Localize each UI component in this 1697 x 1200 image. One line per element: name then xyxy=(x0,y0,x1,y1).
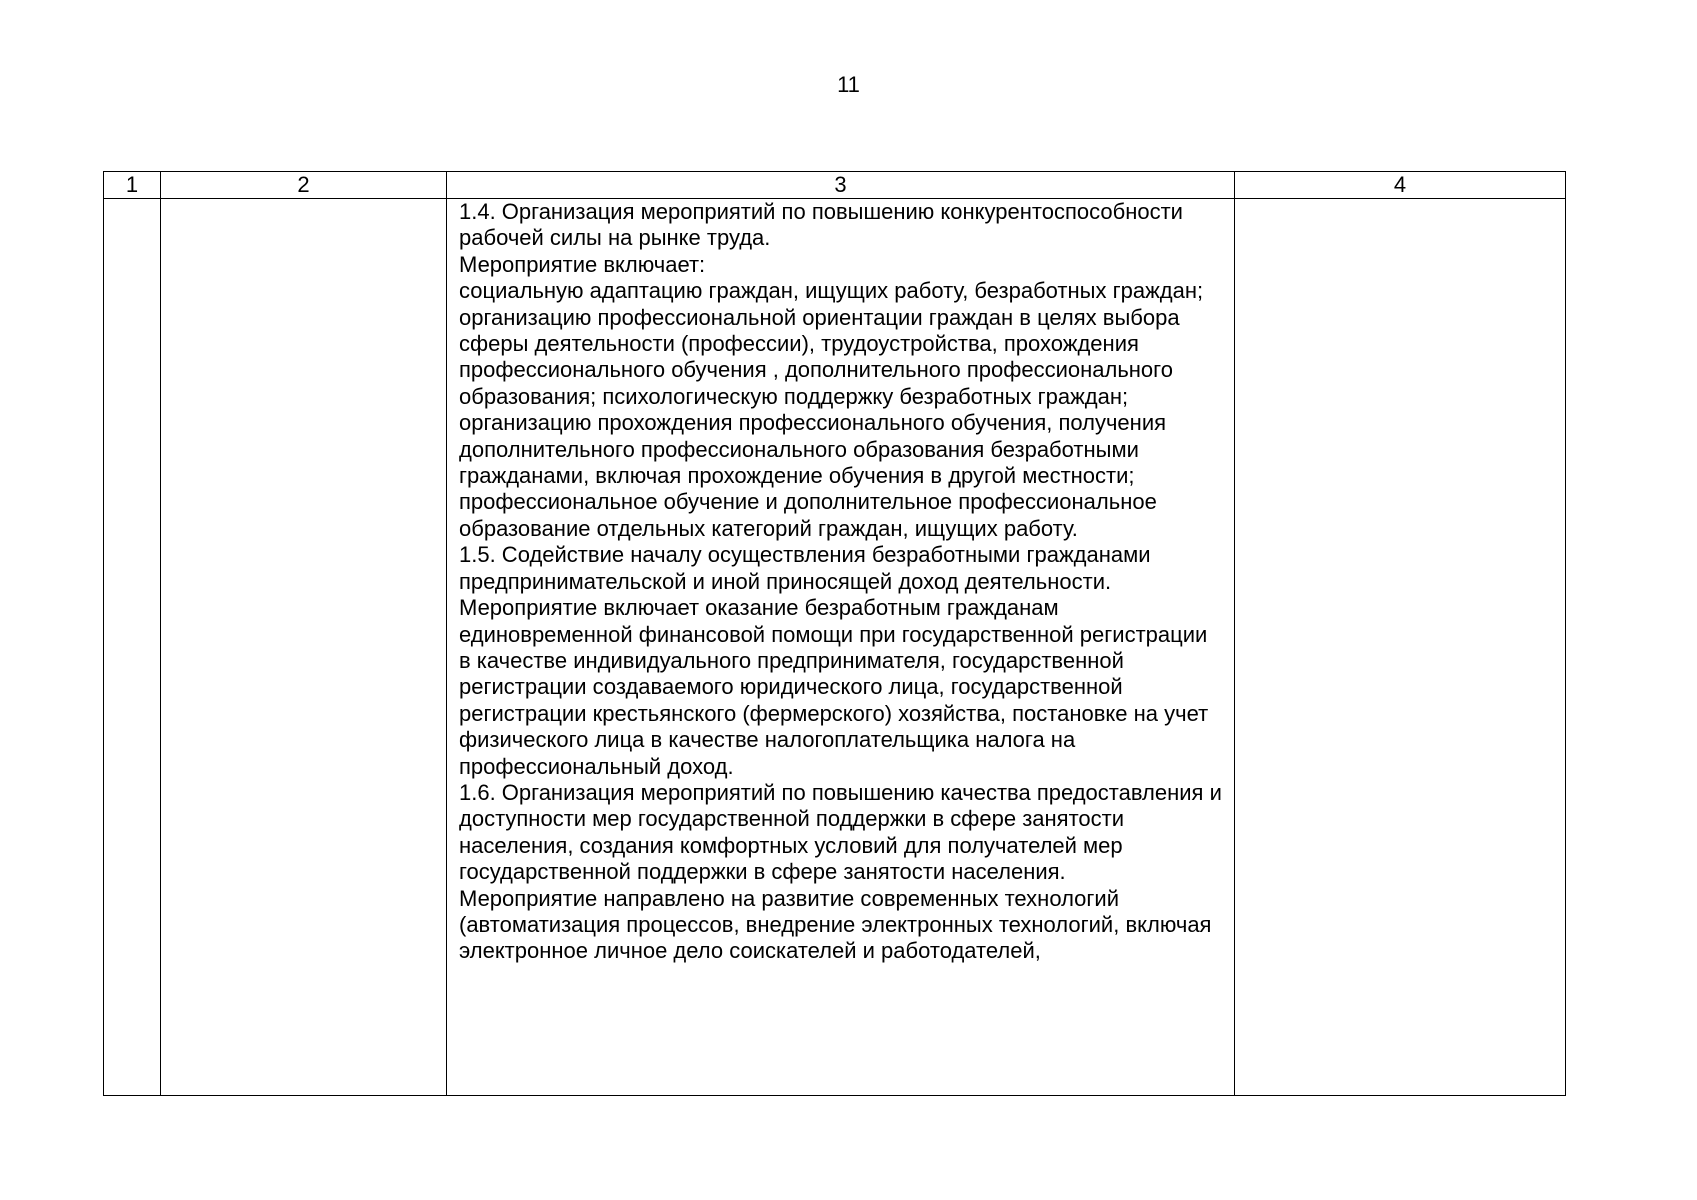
table-row xyxy=(104,199,1566,1096)
paragraph: 1.5. Содействие началу осуществления безработными гражданами предпринимательской и иной приносящей доход деятельности. xyxy=(459,542,1151,594)
paragraph: профессиональное обучение и дополнительное профессиональное образование отдельных категорий граждан, ищущих работу. xyxy=(459,489,1157,541)
paragraph: социальную адаптацию граждан, ищущих работу, безработных граждан; xyxy=(459,278,1204,304)
content-table xyxy=(103,171,1566,1096)
page-number: 11 xyxy=(837,72,860,97)
paragraph: 1.6. Организация мероприятий по повышению качества предоставления и доступности мер государственной поддержки в сфере занятости населения, создания комфортных условий для получателей мер государственной поддержки в сфере занятости населения. xyxy=(459,779,1222,885)
column-header-4: 4 xyxy=(1235,172,1566,199)
measures-description xyxy=(447,199,1234,1095)
table-header-row xyxy=(104,172,1566,199)
column-header-2: 2 xyxy=(161,172,447,199)
paragraph: Мероприятие включает: xyxy=(459,251,706,277)
column-header-3: 3 xyxy=(447,172,1235,199)
paragraph: организацию профессиональной ориентации граждан в целях выбора сферы деятельности (профессии), трудоустройства, прохождения профессионального обучения , дополнительного профессионального образования; психологическую поддержку безработных граждан; xyxy=(459,304,1180,409)
paragraph: 1.4. Организация мероприятий по повышению конкурентоспособности рабочей силы на рынке труда. xyxy=(459,199,1183,251)
cell-col1 xyxy=(104,199,161,1096)
paragraph: организацию прохождения профессионального обучения, получения дополнительного профессионального образования безработными гражданами, включая прохождение обучения в другой местности; xyxy=(459,410,1167,489)
paragraph: Мероприятие включает оказание безработным гражданам единовременной финансовой помощи при государственной регистрации в качестве индивидуального предпринимателя, государственной регистрации создаваемого юридического лица, государственной регистрации крестьянского (фермерского) хозяйства, постановке на учет физического лица в качестве налогоплательщика налога на профессиональный доход. xyxy=(459,595,1209,779)
cell-col2 xyxy=(161,199,447,1096)
column-header-1: 1 xyxy=(104,172,161,199)
paragraph: Мероприятие направлено на развитие современных технологий (автоматизация процессов, внедрение электронных технологий, включая электронное личное дело соискателей и работодателей, xyxy=(459,885,1212,964)
cell-col4 xyxy=(1235,199,1566,1096)
cell-col3 xyxy=(447,199,1235,1096)
